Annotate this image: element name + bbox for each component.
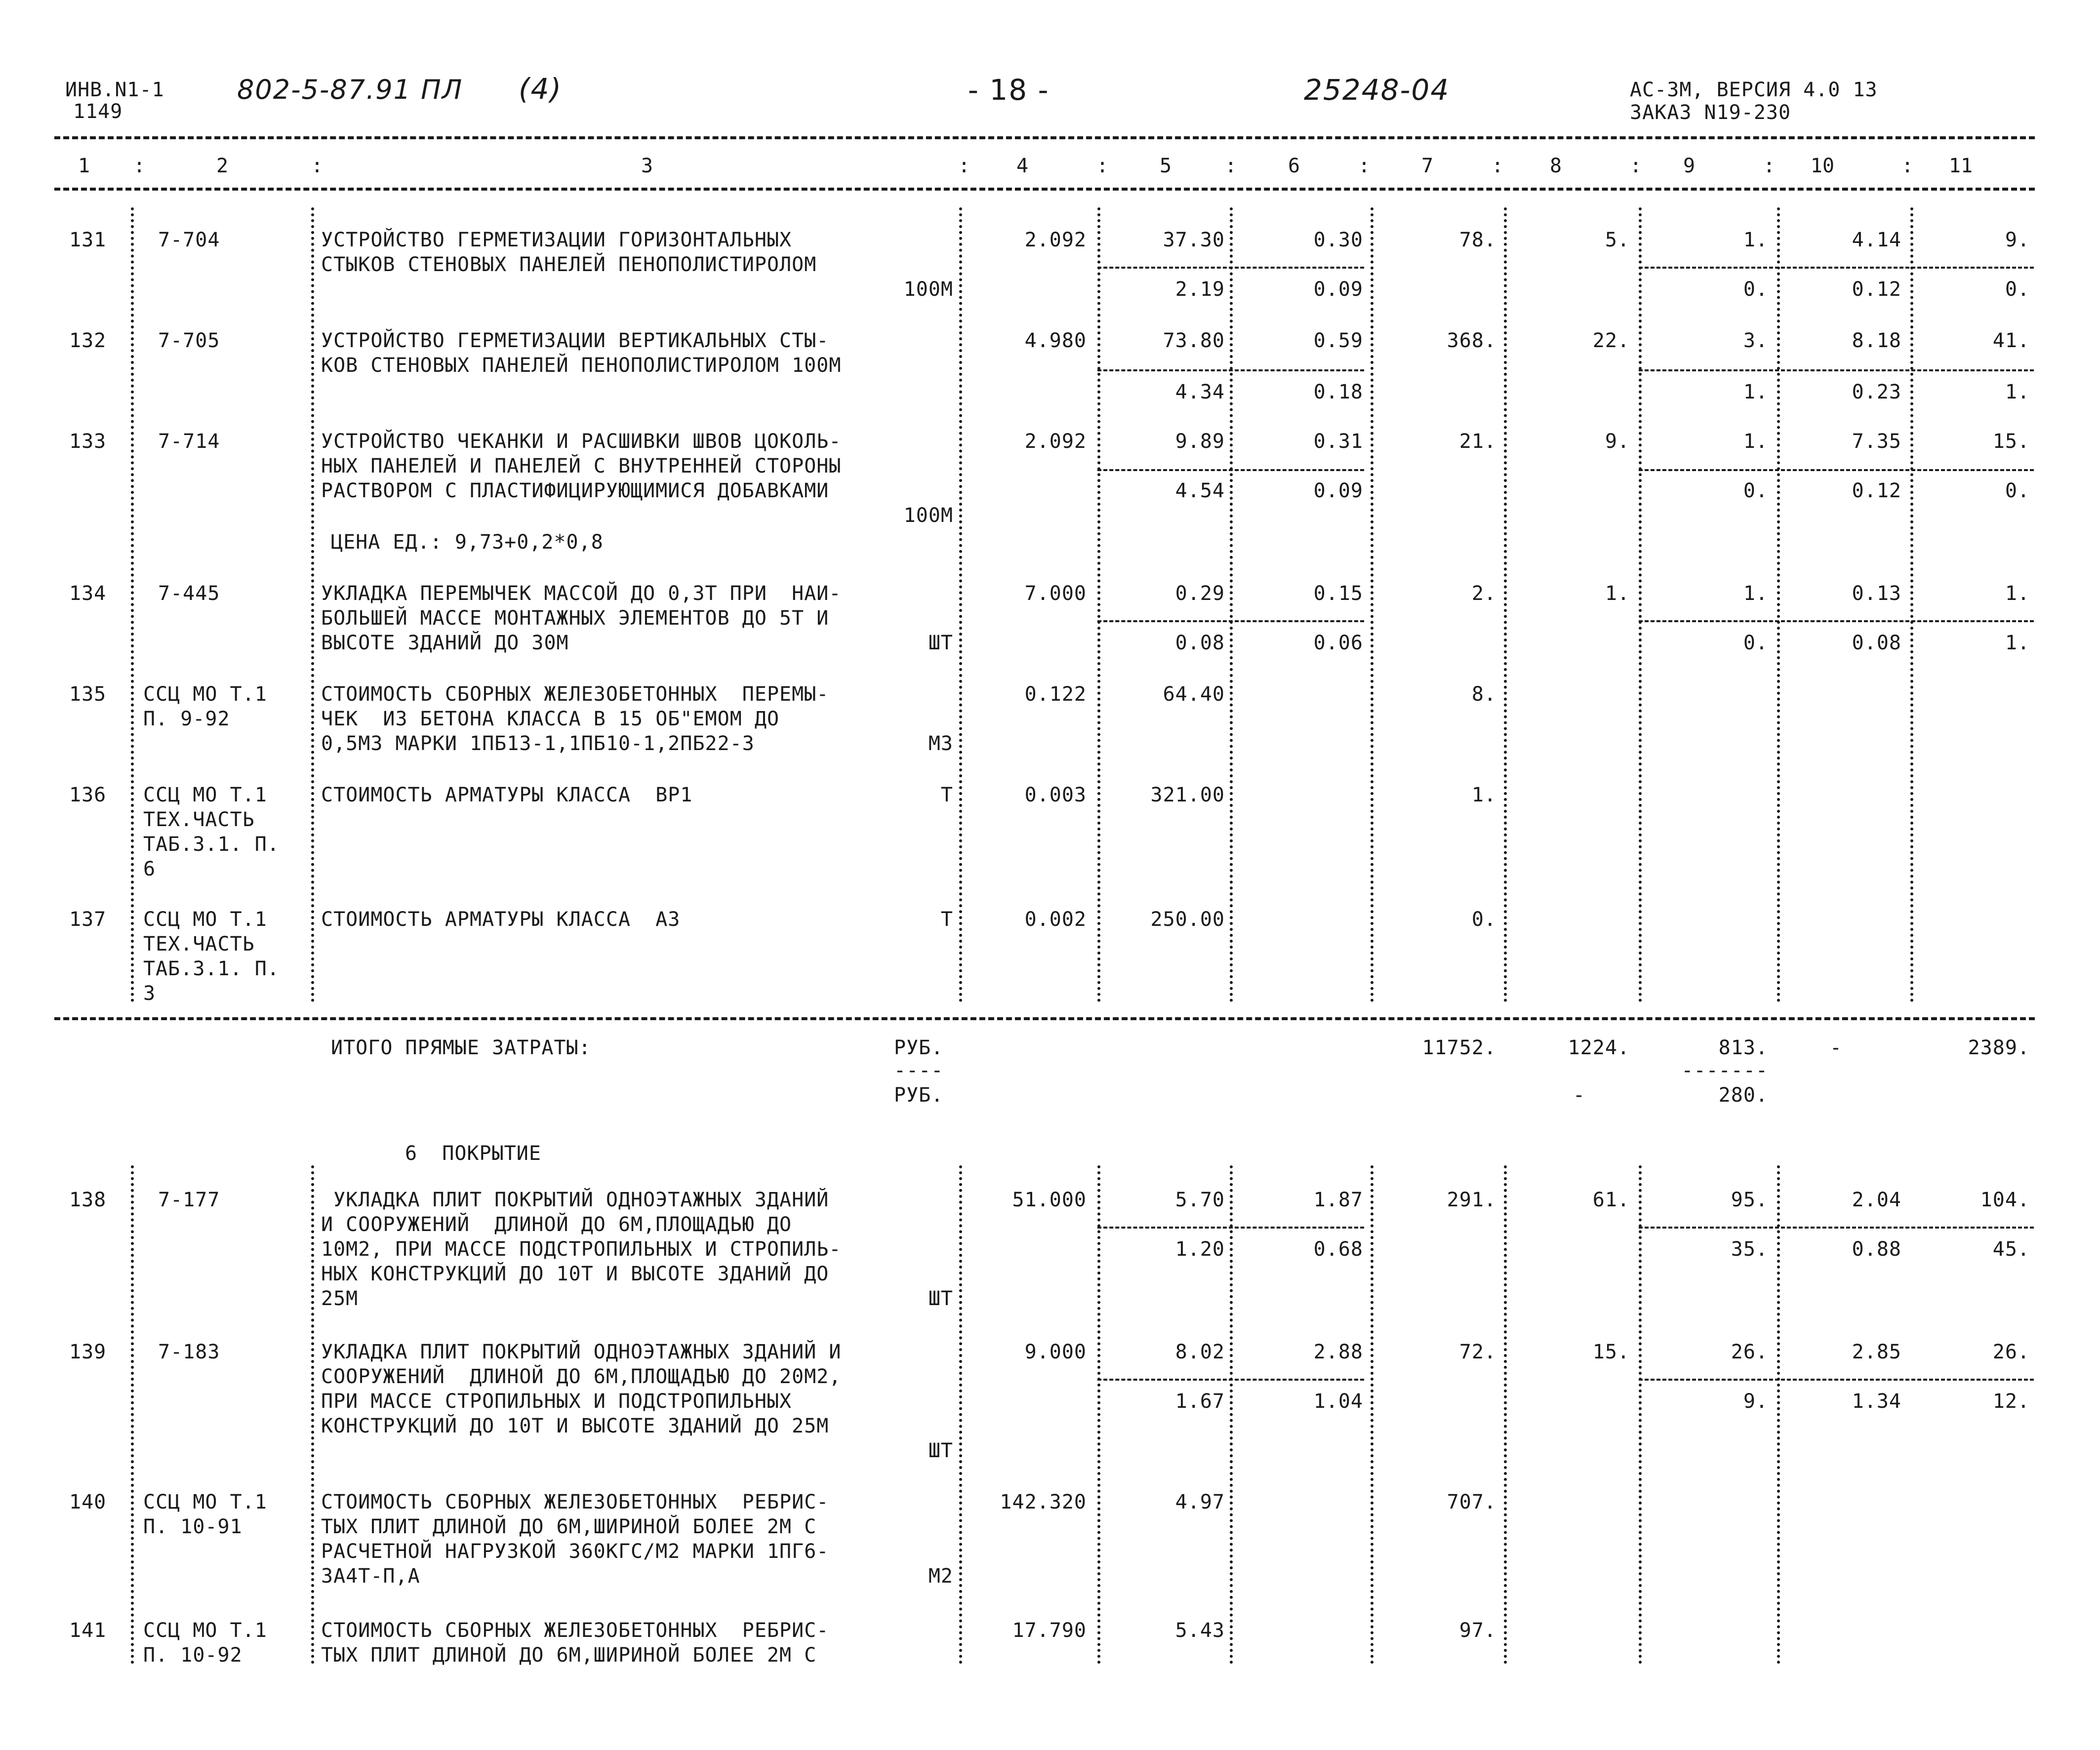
row-133-col5-a: 9.89 [1175, 430, 1225, 453]
column-header-7: 7 [1421, 155, 1434, 177]
row-131-qty: 2.092 [1024, 229, 1087, 251]
row-132-col10-b: 0.23 [1852, 381, 1901, 403]
column-header-10: 10 [1810, 155, 1835, 177]
row-140-desc-2: ТЫХ ПЛИТ ДЛИНОЙ ДО 6М,ШИРИНОЙ БОЛЕЕ 2М С [321, 1515, 817, 1538]
totals-unit-underline: ---- [894, 1059, 944, 1082]
row-132-col10-a: 8.18 [1852, 329, 1901, 352]
row-135-desc-1: СТОИМОСТЬ СБОРНЫХ ЖЕЛЕЗОБЕТОННЫХ ПЕРЕМЫ- [321, 683, 829, 706]
row-137-desc-1: СТОИМОСТЬ АРМАТУРЫ КЛАССА А3 [321, 908, 681, 931]
row-141-desc-2: ТЫХ ПЛИТ ДЛИНОЙ ДО 6М,ШИРИНОЙ БОЛЕЕ 2М С [321, 1644, 817, 1667]
column-header-11: 11 [1948, 155, 1973, 177]
row-140-desc-1: СТОИМОСТЬ СБОРНЫХ ЖЕЛЕЗОБЕТОННЫХ РЕБРИС- [321, 1491, 829, 1513]
row-138-col6-a: 1.87 [1313, 1189, 1363, 1211]
system-version: АС-3М, ВЕРСИЯ 4.0 13 [1630, 79, 1878, 101]
row-139-col11-a: 26. [1992, 1341, 2030, 1363]
row-131-col5-b: 2.19 [1175, 278, 1225, 301]
row-132-number: 132 [69, 329, 107, 352]
row-131-col7: 78. [1459, 229, 1496, 251]
row-133-col6-a: 0.31 [1313, 430, 1363, 453]
row-131-col6-b: 0.09 [1313, 278, 1363, 301]
row-139-desc-4: КОНСТРУКЦИЙ ДО 10Т И ВЫСОТЕ ЗДАНИЙ ДО 25М [321, 1415, 829, 1437]
row-134-col10-b: 0.08 [1852, 632, 1901, 654]
row-131-col5-a: 37.30 [1163, 229, 1225, 251]
row-139-col5-a: 8.02 [1175, 1341, 1225, 1363]
row-131-col9-b: 0. [1743, 278, 1768, 301]
row-134-col10-a: 0.13 [1852, 582, 1901, 605]
row-137-unit: Т [940, 908, 953, 931]
column-header-5: 5 [1159, 155, 1172, 177]
row-138-desc-2: И СООРУЖЕНИЙ ДЛИНОЙ ДО 6М,ПЛОЩАДЬЮ ДО [321, 1213, 792, 1236]
row-134-qty: 7.000 [1024, 582, 1087, 605]
totals-col8-second: - [1573, 1084, 1585, 1107]
row-131-col8: 5. [1605, 229, 1630, 251]
row-133-unit: 100М [903, 504, 953, 527]
row-136-code-4: 6 [143, 858, 156, 880]
row-132-col8: 22. [1592, 329, 1630, 352]
row-133-price-note: ЦЕНА ЕД.: 9,73+0,2*0,8 [331, 531, 604, 554]
row-141-code-2: П. 10-92 [143, 1644, 242, 1667]
row-134-col11-a: 1. [2005, 582, 2030, 605]
row-133-number: 133 [69, 430, 107, 453]
row-138-desc-3: 10М2, ПРИ МАССЕ ПОДСТРОПИЛЬНЫХ И СТРОПИЛЬ- [321, 1238, 842, 1261]
row-135-desc-2: ЧЕК ИЗ БЕТОНА КЛАССА В 15 ОБ"ЕМОМ ДО [321, 708, 780, 730]
row-137-col7: 0. [1471, 908, 1496, 931]
row-137-number: 137 [69, 908, 107, 931]
row-139-col8: 15. [1592, 1341, 1630, 1363]
row-134-col5-a: 0.29 [1175, 582, 1225, 605]
row-138-col11-b: 45. [1992, 1238, 2030, 1261]
row-135-code-2: П. 9-92 [143, 708, 230, 730]
row-139-col9-a: 26. [1731, 1341, 1768, 1363]
row-131-col10-a: 4.14 [1852, 229, 1901, 251]
row-139-col7: 72. [1459, 1341, 1496, 1363]
column-header-1: 1 [78, 155, 90, 177]
row-139-unit: ШТ [928, 1439, 953, 1462]
row-138-number: 138 [69, 1189, 107, 1211]
totals-col7: 11752. [1422, 1036, 1496, 1059]
row-139-desc-2: СООРУЖЕНИЙ ДЛИНОЙ ДО 6М,ПЛОЩАДЬЮ ДО 20М2, [321, 1365, 842, 1388]
document-code: 802-5-87.91 ПЛ [237, 74, 463, 105]
totals-col9-second: 280. [1718, 1084, 1768, 1107]
column-header-4: 4 [1016, 155, 1029, 177]
row-134-col7: 2. [1471, 582, 1496, 605]
row-138-code: 7-177 [158, 1189, 220, 1211]
header-rule-bottom [54, 188, 2035, 191]
row-132-col11-a: 41. [1992, 329, 2030, 352]
totals-col9: 813. [1718, 1036, 1768, 1059]
row-134-desc-2: БОЛЬШЕЙ МАССЕ МОНТАЖНЫХ ЭЛЕМЕНТОВ ДО 5Т И [321, 607, 829, 630]
row-132-code: 7-705 [158, 329, 220, 352]
row-136-number: 136 [69, 784, 107, 806]
row-138-col6-b: 0.68 [1313, 1238, 1363, 1261]
totals-label: ИТОГО ПРЯМЫЕ ЗАТРАТЫ: [331, 1036, 591, 1059]
row-134-col8: 1. [1605, 582, 1630, 605]
row-136-code-2: ТЕХ.ЧАСТЬ [143, 808, 255, 831]
row-139-desc-1: УКЛАДКА ПЛИТ ПОКРЫТИЙ ОДНОЭТАЖНЫХ ЗДАНИЙ И [321, 1341, 842, 1363]
row-133-col9-b: 0. [1743, 479, 1768, 502]
row-135-col5: 64.40 [1163, 683, 1225, 706]
row-133-col10-a: 7.35 [1852, 430, 1901, 453]
page-number: - 18 - [968, 73, 1050, 107]
row-136-col5: 321.00 [1150, 784, 1225, 806]
column-header-2: 2 [216, 155, 229, 177]
row-132-col9-b: 1. [1743, 381, 1768, 403]
row-139-col9-b: 9. [1743, 1390, 1768, 1413]
column-header-6: 6 [1288, 155, 1300, 177]
row-134-col9-b: 0. [1743, 632, 1768, 654]
row-138-col5-b: 1.20 [1175, 1238, 1225, 1261]
row-134-code: 7-445 [158, 582, 220, 605]
row-132-col11-b: 1. [2005, 381, 2030, 403]
row-136-code-1: ССЦ МО Т.1 [143, 784, 267, 806]
row-138-col8: 61. [1592, 1189, 1630, 1211]
row-134-desc-3: ВЫСОТЕ ЗДАНИЙ ДО 30М [321, 632, 569, 654]
totals-unit-2: РУБ. [894, 1084, 944, 1107]
row-131-number: 131 [69, 229, 107, 251]
row-138-desc-5: 25М [321, 1287, 359, 1310]
row-132-col9-a: 3. [1743, 329, 1768, 352]
row-138-col9-a: 95. [1731, 1189, 1768, 1211]
row-134-col5-b: 0.08 [1175, 632, 1225, 654]
row-133-col10-b: 0.12 [1852, 479, 1901, 502]
row-134-col6-b: 0.06 [1313, 632, 1363, 654]
row-131-col11-a: 9. [2005, 229, 2030, 251]
row-140-desc-3: РАСЧЕТНОЙ НАГРУЗКОЙ 360КГС/М2 МАРКИ 1ПГ6- [321, 1540, 829, 1563]
row-140-desc-4: 3А4Т-П,А [321, 1565, 420, 1588]
row-138-qty: 51.000 [1012, 1189, 1087, 1211]
row-141-col7: 97. [1459, 1619, 1496, 1642]
totals-unit: РУБ. [894, 1036, 944, 1059]
row-133-desc-2: НЫХ ПАНЕЛЕЙ И ПАНЕЛЕЙ С ВНУТРЕННЕЙ СТОРОНЫ [321, 455, 842, 477]
column-header-3: 3 [641, 155, 653, 177]
row-135-desc-3: 0,5М3 МАРКИ 1ПБ13-1,1ПБ10-1,2ПБ22-3 [321, 732, 755, 755]
row-137-col5: 250.00 [1150, 908, 1225, 931]
inventory-number: 1149 [73, 100, 123, 123]
row-141-col5: 5.43 [1175, 1619, 1225, 1642]
row-138-col11-a: 104. [1980, 1189, 2030, 1211]
row-133-qty: 2.092 [1024, 430, 1087, 453]
column-header-9: 9 [1683, 155, 1696, 177]
row-140-code-1: ССЦ МО Т.1 [143, 1491, 267, 1513]
row-137-code-3: ТАБ.3.1. П. [143, 957, 280, 980]
row-141-desc-1: СТОИМОСТЬ СБОРНЫХ ЖЕЛЕЗОБЕТОННЫХ РЕБРИС- [321, 1619, 829, 1642]
row-131-col9-a: 1. [1743, 229, 1768, 251]
row-141-code-1: ССЦ МО Т.1 [143, 1619, 267, 1642]
row-139-col11-b: 12. [1992, 1390, 2030, 1413]
totals-col8: 1224. [1568, 1036, 1630, 1059]
inventory-label: ИНВ.N1-1 [65, 79, 164, 101]
row-136-col7: 1. [1471, 784, 1496, 806]
row-139-col6-b: 1.04 [1313, 1390, 1363, 1413]
row-140-code-2: П. 10-91 [143, 1515, 242, 1538]
row-138-desc-4: НЫХ КОНСТРУКЦИЙ ДО 10Т И ВЫСОТЕ ЗДАНИЙ ДО [321, 1263, 829, 1285]
row-136-qty: 0.003 [1024, 784, 1087, 806]
row-134-col6-a: 0.15 [1313, 582, 1363, 605]
row-132-col6-b: 0.18 [1313, 381, 1363, 403]
header-rule-top [54, 136, 2035, 139]
row-137-code-4: 3 [143, 982, 156, 1005]
totals-col9-underline: ------- [1681, 1059, 1768, 1082]
row-131-col6-a: 0.30 [1313, 229, 1363, 251]
row-135-code-1: ССЦ МО Т.1 [143, 683, 267, 706]
row-133-desc-1: УСТРОЙСТВО ЧЕКАНКИ И РАСШИВКИ ШВОВ ЦОКОЛЬ- [321, 430, 842, 453]
row-133-col11-b: 0. [2005, 479, 2030, 502]
row-141-qty: 17.790 [1012, 1619, 1087, 1642]
row-138-col10-a: 2.04 [1852, 1189, 1901, 1211]
row-133-col9-a: 1. [1743, 430, 1768, 453]
row-140-col7: 707. [1447, 1491, 1496, 1513]
row-139-desc-3: ПРИ МАССЕ СТРОПИЛЬНЫХ И ПОДСТРОПИЛЬНЫХ [321, 1390, 792, 1413]
row-134-desc-1: УКЛАДКА ПЕРЕМЫЧЕК МАССОЙ ДО 0,3Т ПРИ НАИ- [321, 582, 842, 605]
column-header-row: 1 2 3 4 5 6 7 8 9 10 11 : : : : : : : : : : [54, 151, 2035, 181]
row-132-col6-a: 0.59 [1313, 329, 1363, 352]
row-134-col9-a: 1. [1743, 582, 1768, 605]
row-133-desc-3: РАСТВОРОМ С ПЛАСТИФИЦИРУЮЩИМИСЯ ДОБАВКАМИ [321, 479, 829, 502]
column-header-8: 8 [1549, 155, 1562, 177]
row-135-col7: 8. [1471, 683, 1496, 706]
row-139-col5-b: 1.67 [1175, 1390, 1225, 1413]
row-131-code: 7-704 [158, 229, 220, 251]
row-136-unit: Т [940, 784, 953, 806]
row-131-unit: 100М [903, 278, 953, 301]
row-139-col10-b: 1.34 [1852, 1390, 1901, 1413]
row-140-qty: 142.320 [1000, 1491, 1087, 1513]
row-137-code-1: ССЦ МО Т.1 [143, 908, 267, 931]
row-139-col6-a: 2.88 [1313, 1341, 1363, 1363]
row-135-unit: М3 [928, 732, 953, 755]
row-132-desc-2: КОВ СТЕНОВЫХ ПАНЕЛЕЙ ПЕНОПОЛИСТИРОЛОМ 100М [321, 354, 842, 377]
row-140-unit: М2 [928, 1565, 953, 1588]
row-137-qty: 0.002 [1024, 908, 1087, 931]
row-136-code-3: ТАБ.3.1. П. [143, 833, 280, 856]
row-138-col9-b: 35. [1731, 1238, 1768, 1261]
row-139-number: 139 [69, 1341, 107, 1363]
row-133-col11-a: 15. [1992, 430, 2030, 453]
totals-rule [54, 1017, 2035, 1020]
row-132-col7: 368. [1447, 329, 1496, 352]
totals-col11: 2389. [1968, 1036, 2030, 1059]
order-number: ЗАКАЗ N19-230 [1630, 101, 1791, 124]
row-138-col7: 291. [1447, 1189, 1496, 1211]
row-135-qty: 0.122 [1024, 683, 1087, 706]
row-141-number: 141 [69, 1619, 107, 1642]
row-137-code-2: ТЕХ.ЧАСТЬ [143, 933, 255, 955]
row-138-desc-1: УКЛАДКА ПЛИТ ПОКРЫТИЙ ОДНОЭТАЖНЫХ ЗДАНИЙ [321, 1189, 829, 1211]
section-title: 6 ПОКРЫТИЕ [405, 1142, 541, 1165]
row-131-col10-b: 0.12 [1852, 278, 1901, 301]
row-133-col7: 21. [1459, 430, 1496, 453]
row-133-col5-b: 4.54 [1175, 479, 1225, 502]
row-132-col5-b: 4.34 [1175, 381, 1225, 403]
row-138-col10-b: 0.88 [1852, 1238, 1901, 1261]
row-138-col5-a: 5.70 [1175, 1189, 1225, 1211]
row-132-col5-a: 73.80 [1163, 329, 1225, 352]
row-139-qty: 9.000 [1024, 1341, 1087, 1363]
row-133-code: 7-714 [158, 430, 220, 453]
row-131-desc-1: УСТРОЙСТВО ГЕРМЕТИЗАЦИИ ГОРИЗОНТАЛЬНЫХ [321, 229, 792, 251]
row-131-desc-2: СТЫКОВ СТЕНОВЫХ ПАНЕЛЕЙ ПЕНОПОЛИСТИРОЛОМ [321, 253, 817, 276]
row-139-code: 7-183 [158, 1341, 220, 1363]
row-136-desc-1: СТОИМОСТЬ АРМАТУРЫ КЛАССА ВР1 [321, 784, 693, 806]
row-134-unit: ШТ [928, 632, 953, 654]
row-132-desc-1: УСТРОЙСТВО ГЕРМЕТИЗАЦИИ ВЕРТИКАЛЬНЫХ СТЫ- [321, 329, 829, 352]
row-133-col6-b: 0.09 [1313, 479, 1363, 502]
row-132-qty: 4.980 [1024, 329, 1087, 352]
row-135-number: 135 [69, 683, 107, 706]
totals-col10: - [1829, 1036, 1842, 1059]
row-133-col8: 9. [1605, 430, 1630, 453]
row-131-col11-b: 0. [2005, 278, 2030, 301]
row-140-col5: 4.97 [1175, 1491, 1225, 1513]
row-134-col11-b: 1. [2005, 632, 2030, 654]
sheet-mark: (4) [519, 72, 563, 106]
row-138-unit: ШТ [928, 1287, 953, 1310]
row-140-number: 140 [69, 1491, 107, 1513]
order-code: 25248-04 [1304, 73, 1450, 107]
row-134-number: 134 [69, 582, 107, 605]
row-139-col10-a: 2.85 [1852, 1341, 1901, 1363]
